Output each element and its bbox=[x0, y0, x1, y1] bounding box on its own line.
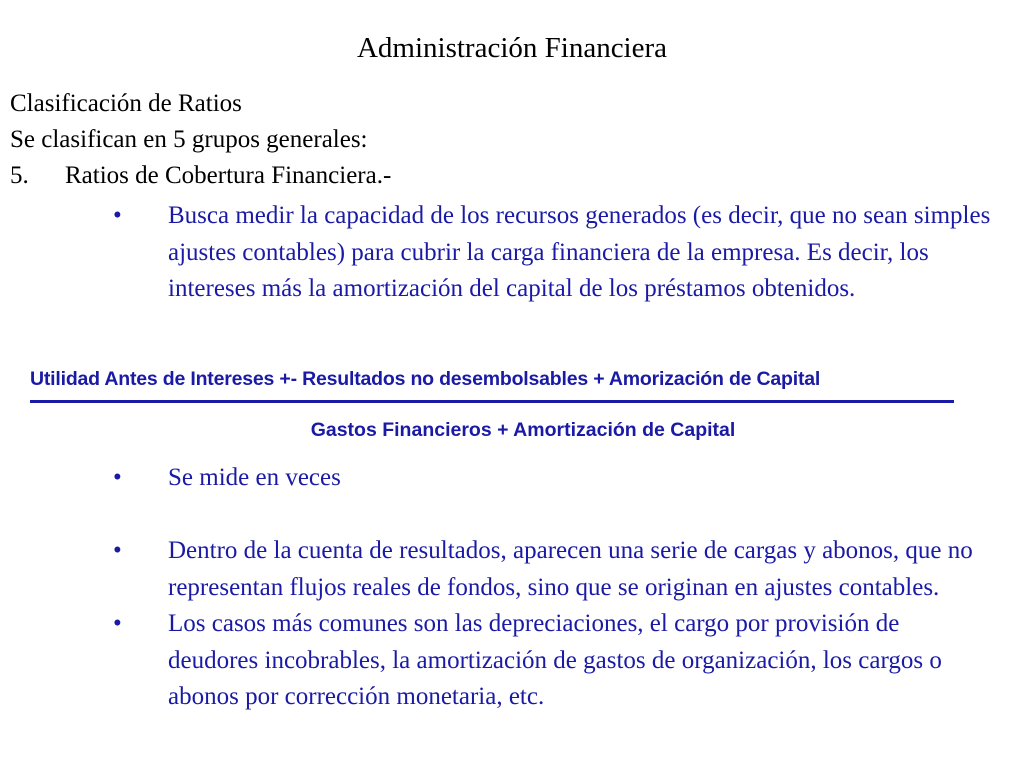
bullet-item bbox=[113, 198, 993, 308]
bullet-spacer bbox=[113, 497, 993, 534]
formula-numerator: Utilidad Antes de Intereses +- Resultados no desembolsables + Amorización de Capital bbox=[30, 368, 821, 390]
bullet-item bbox=[113, 606, 993, 716]
bullet-icon: • bbox=[113, 202, 122, 229]
numbered-item bbox=[10, 158, 391, 194]
bullet-icon: • bbox=[113, 464, 122, 491]
bullet-text: Dentro de la cuenta de resultados, aparecen una serie de cargas y abonos, que no representan flujos reales de fondos, sino que se originan en ajustes contables. bbox=[168, 537, 973, 601]
slide-title: Administración Financiera bbox=[356, 32, 668, 64]
bullet-icon: • bbox=[113, 537, 122, 564]
bullet-list-top bbox=[113, 198, 993, 308]
item-text: Ratios de Cobertura Financiera.- bbox=[65, 162, 392, 189]
bullet-text: Los casos más comunes son las depreciaciones, el cargo por provisión de deudores incobrables, la amortización de gastos de organización, los cargos o abonos por corrección monetaria, etc. bbox=[168, 610, 942, 710]
intro-block bbox=[10, 86, 391, 194]
bullet-item bbox=[113, 460, 993, 497]
bullet-text: Se mide en veces bbox=[168, 464, 341, 491]
bullet-list-bottom bbox=[113, 460, 993, 716]
item-number: 5. bbox=[10, 162, 29, 189]
formula-denominator: Gastos Financieros + Amortización de Capital bbox=[310, 419, 736, 441]
section-heading: Clasificación de Ratios bbox=[10, 90, 242, 117]
bullet-item bbox=[113, 533, 993, 606]
bullet-text: Busca medir la capacidad de los recursos generados (es decir, que no sean simples ajustes contables) para cubrir la carga financiera de la empresa. Es decir, los intereses más la amortización del capital de los préstamos obtenidos. bbox=[168, 202, 991, 302]
section-subheading: Se clasifican en 5 grupos generales: bbox=[10, 126, 368, 153]
fraction-divider bbox=[30, 400, 954, 403]
ratio-formula bbox=[30, 362, 956, 447]
bullet-icon: • bbox=[113, 610, 122, 637]
